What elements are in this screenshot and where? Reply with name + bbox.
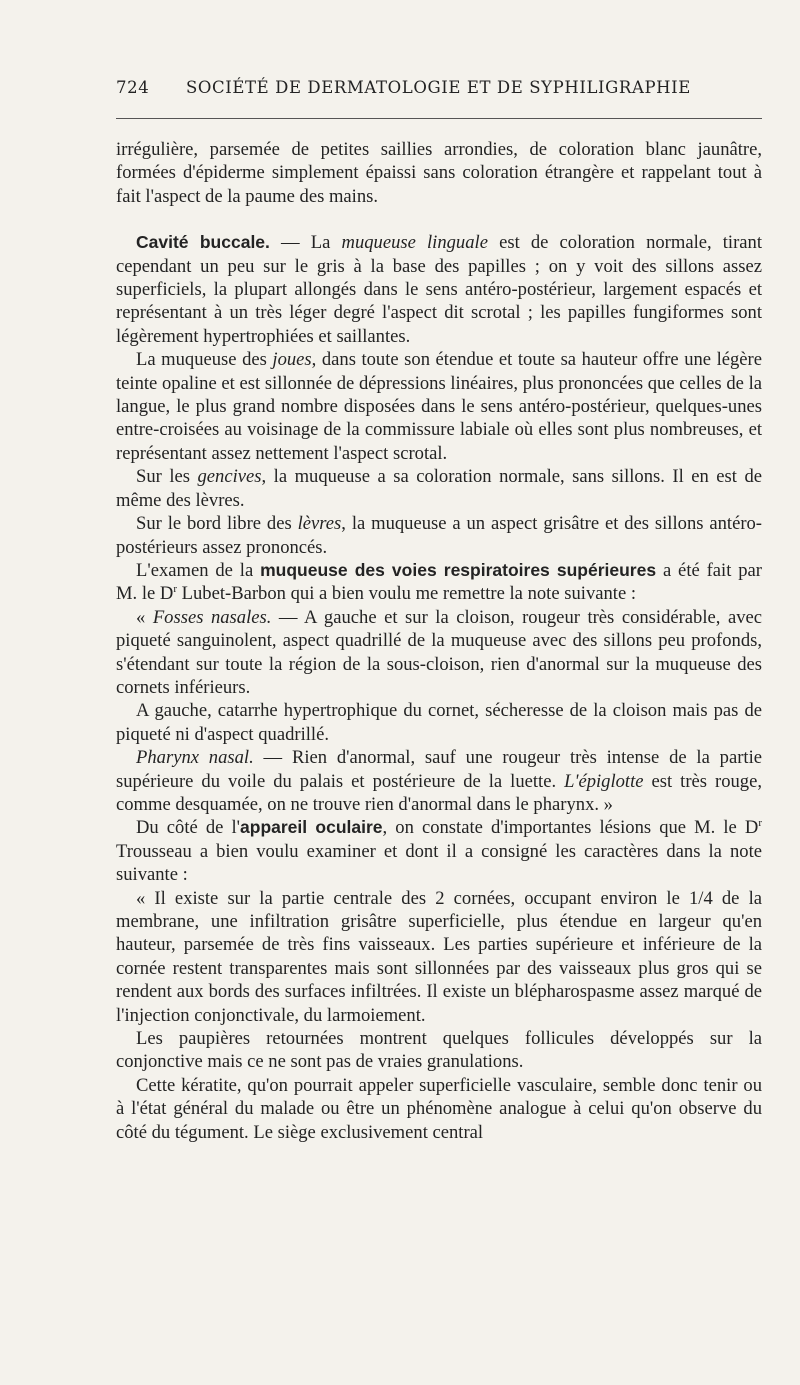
bold-term: muqueuse des voies respiratoires supérieures	[260, 559, 657, 580]
italic-term: Pharynx nasal.	[136, 747, 254, 769]
paragraph-joues	[116, 348, 762, 465]
text-run: L'examen de la	[136, 559, 261, 581]
paragraph-cavite-buccale	[116, 231, 762, 348]
paragraph-appareil-oculaire	[116, 816, 762, 886]
paragraph-voies-respiratoires	[116, 559, 762, 606]
paragraph-continuation: irrégulière, parsemée de petites saillies arrondies, de coloration blanc jaunâtre, formées d'épiderme simplement épaissi sans coloration étrangère et rappelant tout à fait l'aspect de la paume des mains.	[116, 139, 762, 207]
text-run: — Rien d'anormal, sauf une rougeur très intense de la partie supérieure du voile du palais et postérieure de la luette.	[116, 747, 762, 792]
superscript: r	[758, 817, 762, 830]
superscript: r	[173, 583, 177, 596]
text-run: , la muqueuse a sa coloration normale, sans sillons. Il en est de même des lèvres.	[116, 466, 762, 511]
body-text	[116, 138, 762, 1144]
text-run: est de coloration normale, tirant cependant un peu sur le gris à la base des papilles ; on y voit des sillons assez superficiels, la plupart allongés dans le sens antéro-postérieur, largement espacés et représentant à un très léger degré l'aspect dit scrotal ; les papilles fungiformes sont légèrement hypertrophiées et saillantes.	[116, 232, 763, 347]
italic-term: joues	[272, 349, 312, 371]
page-number: 724	[116, 78, 150, 97]
text-run: est très rouge, comme desquamée, on ne trouve rien d'anormal dans le pharynx. »	[116, 770, 763, 815]
paragraph-cornees: « Il existe sur la partie centrale des 2 cornées, occupant environ le 1/4 de la membrane, une infiltration grisâtre superficielle, plus étendue en largeur qu'en hauteur, parsemée de très fins vaisseaux. Les parties supérieure et inférieure de la cornée restent transparentes mais sont sillonnées par des vaisseaux plus gros qui se rendent aux bords des surfaces infiltrées. Il existe un blépharospasme assez marqué de l'injection conjonctivale, du larmoiement.	[116, 887, 762, 1026]
paragraph-keratite: Cette kératite, qu'on pourrait appeler superficielle vasculaire, semble donc tenir ou à l'état général du malade ou être un phénomène analogue à celui qu'on observe du côté du tégument. Le siège exclusivement central	[116, 1074, 762, 1143]
italic-term: Fosses nasales.	[152, 606, 272, 628]
text-run: , dans toute son étendue et toute sa hauteur offre une légère teinte opaline et est sillonnée de dépressions linéaires, plus prononcées que celles de la langue, le plus grand nombre disposées dans le sens antéro-postérieur, quelques-unes entre-croisées au voisinage de la commissure labiale où elles sont plus nombreuses, et représentant assez nettement l'aspect scrotal.	[116, 349, 763, 464]
section-heading-cavite-buccale: Cavité buccale.	[136, 232, 270, 253]
paragraph-gencives	[116, 465, 762, 512]
paragraph-cornet: A gauche, catarrhe hypertrophique du cornet, sécheresse de la cloison mais pas de piqueté ni d'aspect quadrillé.	[116, 700, 762, 745]
italic-term: gencives	[197, 466, 262, 488]
text-run: , la muqueuse a un aspect grisâtre et des sillons antéro-postérieurs assez prononcés.	[116, 513, 762, 558]
paragraph-paupieres: Les paupières retournées montrent quelques follicules développés sur la conjonctive mais ce ne sont pas de vraies granulations.	[116, 1028, 762, 1073]
header-rule	[116, 118, 762, 119]
text-run: La muqueuse des	[136, 349, 273, 371]
italic-term: L'épiglotte	[564, 770, 644, 792]
text-run: «	[136, 606, 153, 628]
bold-term: appareil oculaire	[240, 817, 383, 838]
running-header	[116, 78, 762, 104]
text-run: Du côté de l'	[136, 817, 241, 839]
text-run: — La	[269, 232, 342, 254]
text-run: Sur les	[136, 466, 198, 488]
italic-term: lèvres	[297, 513, 342, 535]
italic-term: muqueuse linguale	[341, 232, 488, 254]
text-run: — A gauche et sur la cloison, rougeur très considérable, avec piqueté sanguinolent, aspect quadrillé de la muqueuse avec des sillons peu profonds, s'étendant sur toute la région de la sous-cloison, rien d'anormal sur la muqueuse des cornets inférieurs.	[116, 606, 762, 698]
paragraph-levres	[116, 512, 762, 559]
paragraph-pharynx	[116, 746, 762, 816]
paragraph-fosses-nasales	[116, 606, 762, 700]
text-run: Sur le bord libre des	[136, 513, 298, 535]
text-run: Lubet-Barbon qui a bien voulu me remettre la note suivante :	[177, 583, 637, 605]
text-run: , on constate d'importantes lésions que M. le D	[382, 817, 759, 839]
text-run: Trousseau a bien voulu examiner et dont il a consigné les caractères dans la note suivante :	[116, 840, 762, 886]
text-run: a été fait par M. le D	[116, 559, 762, 605]
running-title: SOCIÉTÉ DE DERMATOLOGIE ET DE SYPHILIGRAPHIE	[186, 78, 691, 97]
